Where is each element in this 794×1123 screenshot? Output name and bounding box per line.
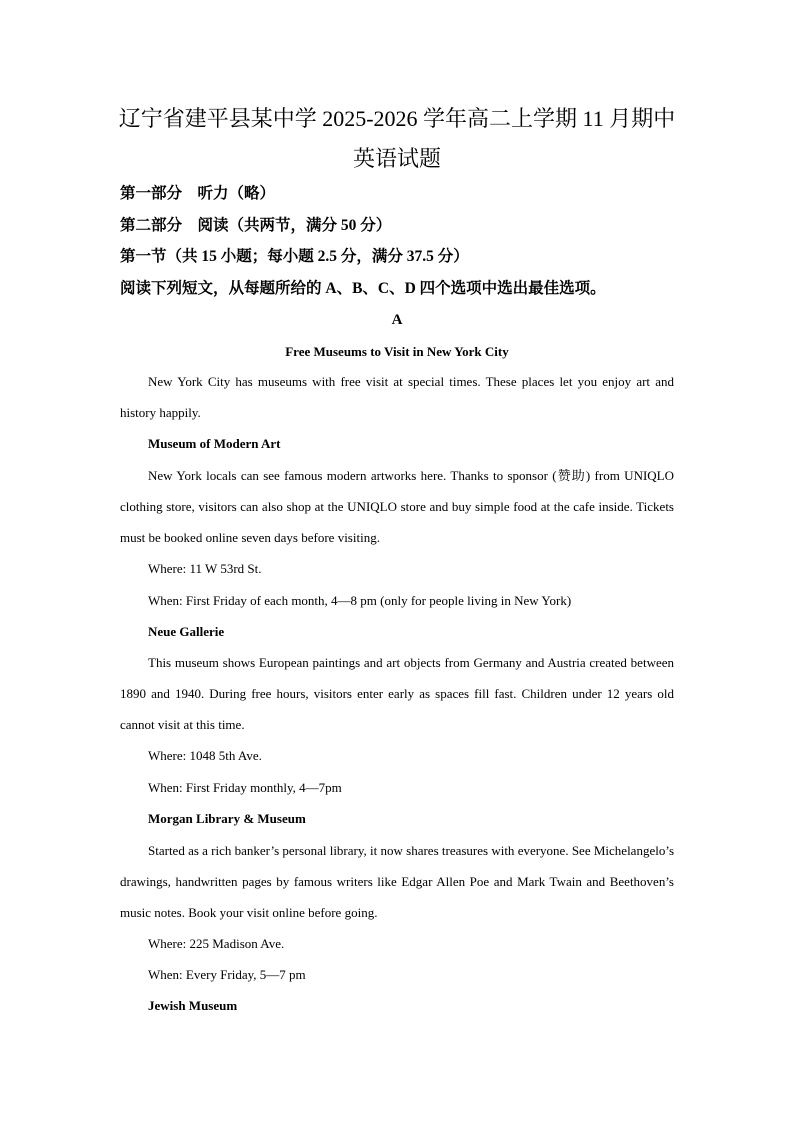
- museum-where: Where: 1048 5th Ave.: [148, 748, 262, 763]
- museum-name: Morgan Library & Museum: [148, 811, 306, 826]
- museum-name: Jewish Museum: [148, 998, 238, 1013]
- museum-description: This museum shows European paintings and art objects from Germany and Austria created between 1890 and 1940. During free hours, visitors enter early as spaces fill fast. Children under 12 years old cannot visit at this time.: [120, 655, 674, 732]
- museum-when: When: First Friday of each month, 4—8 pm (only for people living in New York): [148, 593, 572, 608]
- passage-title: Free Museums to Visit in New York City: [285, 344, 509, 359]
- exam-subtitle: 英语试题: [352, 146, 441, 171]
- instruction-text: 阅读下列短文，从每题所给的 A、B、C、D 四个选项中选出最佳选项。: [120, 280, 606, 297]
- museum-description: New York locals can see famous modern artworks here. Thanks to sponsor (赞助) from UNIQLO clothing store, visitors can also shop at the UNIQLO store and buy simple food at the cafe inside. Tickets must be booked online seven days before visiting.: [120, 468, 674, 545]
- section-one-heading: 第一节（共 15 小题；每小题 2.5 分，满分 37.5 分）: [120, 248, 469, 265]
- museum-where: Where: 225 Madison Ave.: [148, 936, 285, 951]
- museum-where: Where: 11 W 53rd St.: [148, 561, 262, 576]
- museum-when: When: First Friday monthly, 4—7pm: [148, 780, 342, 795]
- intro-paragraph: New York City has museums with free visit at special times. These places let you enjoy art and history happily.: [120, 374, 674, 420]
- part-two-heading: 第二部分 阅读（共两节，满分 50 分）: [120, 217, 392, 234]
- passage-letter: A: [391, 312, 403, 328]
- exam-title: 辽宁省建平县某中学 2025-2026 学年高二上学期 11 月期中: [118, 106, 676, 131]
- museum-name: Museum of Modern Art: [148, 436, 281, 451]
- part-one-heading: 第一部分 听力（略）: [120, 185, 276, 202]
- museum-name: Neue Gallerie: [148, 624, 225, 639]
- museum-when: When: Every Friday, 5—7 pm: [148, 967, 306, 982]
- museum-description: Started as a rich banker’s personal library, it now shares treasures with everyone. See Michelangelo’s drawings, handwritten pages by famous writers like Edgar Allen Poe and Mark Twain and Beethoven’s music notes. Book your visit online before going.: [120, 843, 674, 920]
